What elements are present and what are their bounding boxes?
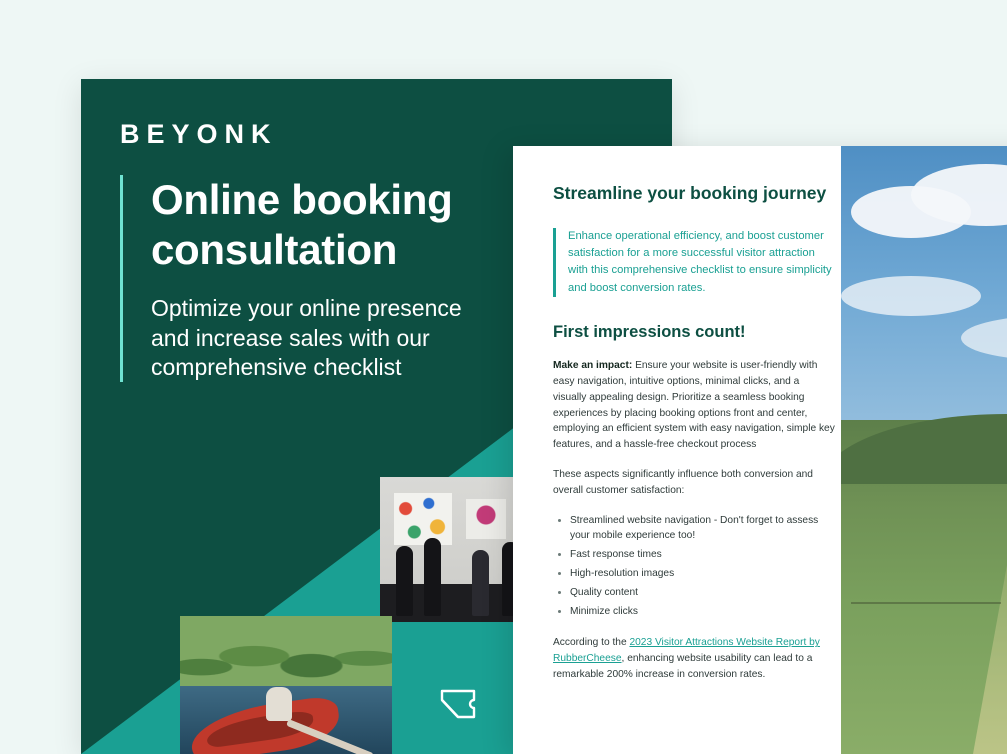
gallery-artwork-small: [466, 499, 506, 539]
field-fence: [851, 602, 1001, 604]
list-item: • Streamlined website navigation - Don't forget to assess your mobile experience too!: [570, 513, 835, 545]
aspects-paragraph: These aspects significantly influence both conversion and overall customer satisfaction:: [553, 468, 813, 496]
aspects-list: [553, 513, 835, 620]
section-heading: First impressions count!: [553, 323, 746, 342]
impact-body: Ensure your website is user-friendly with easy navigation, intuitive options, minimal clicks, and a visually appealing design. Prioritize a seamless booking experiences by placing booking options front and center, employing an efficient system with easy navigation, simple key features, and a hassle-free checkout process: [553, 360, 835, 451]
callout-block: [553, 228, 835, 297]
inner-page-content: [553, 182, 835, 683]
gallery-visitor: [396, 546, 413, 616]
canoe-photo: [180, 616, 392, 754]
list-item: • Fast response times: [570, 547, 835, 563]
inner-page: [513, 146, 1007, 754]
source-suffix: , enhancing website usability can lead to a remarkable 200% increase in conversion rates.: [553, 653, 813, 681]
cover-subtitle: Optimize your online presence and increase sales with our comprehensive checklist: [151, 295, 462, 380]
impact-lead: Make an impact:: [553, 360, 633, 372]
impact-paragraph: [553, 358, 835, 453]
paddler: [266, 687, 292, 721]
source-paragraph: [553, 635, 835, 682]
gallery-artwork-large: [394, 493, 452, 545]
gallery-visitor: [472, 550, 489, 616]
beyonk-logo: BEYONK: [120, 119, 278, 149]
report-link[interactable]: 2023 Visitor Attractions Website Report by RubberCheese: [553, 637, 820, 665]
countryside-photo: [841, 146, 1007, 754]
riverbank-trees: [180, 616, 392, 689]
cloud: [841, 276, 981, 316]
ticket-icon: [438, 687, 474, 717]
source-prefix: According to the: [553, 637, 630, 649]
inner-heading: Streamline your booking journey: [553, 183, 827, 203]
cover-title: Online booking consultation: [151, 176, 453, 273]
gallery-visitor: [424, 538, 441, 616]
list-item: • Minimize clicks: [570, 604, 835, 620]
callout-text: Enhance operational efficiency, and boost customer satisfaction for a more successful visitor attraction with this comprehensive checklist to ensure simplicity and boost conversion rates.: [568, 229, 832, 294]
list-item: • Quality content: [570, 585, 835, 601]
list-item: • High-resolution images: [570, 566, 835, 582]
